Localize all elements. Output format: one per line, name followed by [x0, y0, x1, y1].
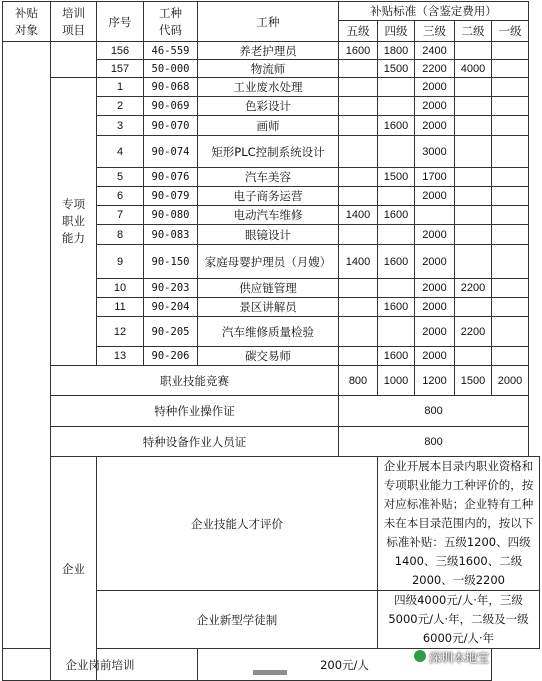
row-code: 90-069 — [144, 97, 198, 116]
row-seq: 11 — [97, 298, 144, 317]
row-code: 90-079 — [144, 187, 198, 206]
row-l2 — [455, 245, 492, 279]
row-job: 矩形PLC控制系统设计 — [198, 136, 339, 168]
wechat-icon — [413, 649, 427, 663]
row-l5: 1400 — [339, 245, 378, 279]
row-l3: 2000 — [415, 347, 455, 366]
row-l4: 1600 — [378, 347, 415, 366]
competition-l2: 1500 — [455, 366, 492, 396]
header-project — [51, 2, 97, 42]
row-l4 — [378, 78, 415, 97]
row-job: 电子商务运营 — [198, 187, 339, 206]
bottom-bar-fragment — [253, 670, 287, 675]
row-seq: 3 — [97, 116, 144, 136]
row-l4: 1500 — [378, 168, 415, 187]
row-l2 — [455, 136, 492, 168]
enterprise-prejob-value: 200元/人 — [320, 657, 369, 672]
header-standard: 补贴标准（含鉴定费用） — [339, 2, 529, 21]
competition-l1: 2000 — [492, 366, 529, 396]
row-l1 — [492, 187, 529, 206]
header-level3: 三级 — [415, 21, 455, 42]
row-code: 90-074 — [144, 136, 198, 168]
row-l2 — [455, 97, 492, 116]
special-ops-label: 特种作业操作证 — [51, 396, 339, 427]
row-l3: 2000 — [415, 279, 455, 298]
row-l4: 1600 — [378, 116, 415, 136]
row-l1 — [492, 279, 529, 298]
row-l5 — [339, 225, 378, 245]
row-l2 — [455, 298, 492, 317]
row-l4: 1600 — [378, 245, 415, 279]
row-l5: 1400 — [339, 206, 378, 225]
row-l4 — [378, 187, 415, 206]
row-l2 — [455, 42, 492, 60]
row-job: 家庭母婴护理员（月嫂） — [198, 245, 339, 279]
row-l1 — [492, 225, 529, 245]
row-l4: 1600 — [378, 206, 415, 225]
row-job: 电动汽车维修 — [198, 206, 339, 225]
row-l1 — [492, 42, 529, 60]
row-l5 — [339, 279, 378, 298]
enterprise-skill-row — [3, 457, 540, 591]
header-level4: 四级 — [378, 21, 415, 42]
row-l5 — [339, 298, 378, 317]
enterprise-target: 企业 — [51, 457, 97, 681]
row-code: 90-204 — [144, 298, 198, 317]
header-project-text: 培训 项目 — [62, 5, 85, 37]
row-l1 — [492, 245, 529, 279]
header-code-text: 工种 代码 — [159, 5, 182, 37]
row-l2: 2200 — [455, 279, 492, 298]
row-l2: 2200 — [455, 317, 492, 347]
row-l4 — [378, 225, 415, 245]
row-l4 — [378, 279, 415, 298]
row-l4 — [378, 317, 415, 347]
row-job: 汽车美容 — [198, 168, 339, 187]
enterprise-skill-label: 企业技能人才评价 — [97, 457, 378, 591]
row-seq: 12 — [97, 317, 144, 347]
row-l2 — [455, 187, 492, 206]
row-code: 46-559 — [144, 42, 198, 60]
row-seq: 9 — [97, 245, 144, 279]
row-code: 90-070 — [144, 116, 198, 136]
special-equipment-label: 特种设备作业人员证 — [51, 427, 339, 457]
enterprise-skill-value: 企业开展本目录内职业资格和专项职业能力工种评价的，按对应标准补贴；企业特有工种未在本目录范围内的，按以下标准补贴：五级1200、四级1400、三级1600、二级2000、一级2200 — [378, 457, 540, 591]
row-l5 — [339, 97, 378, 116]
competition-l4: 1000 — [378, 366, 415, 396]
row-l1 — [492, 78, 529, 97]
row-code: 90-206 — [144, 347, 198, 366]
row-code: 90-203 — [144, 279, 198, 298]
row-l2 — [455, 225, 492, 245]
special-equipment-value: 800 — [339, 427, 529, 457]
row-l3: 2000 — [415, 78, 455, 97]
row-seq: 4 — [97, 136, 144, 168]
row-seq: 8 — [97, 225, 144, 245]
row-l4: 1500 — [378, 60, 415, 78]
row-seq: 5 — [97, 168, 144, 187]
row-l3: 2000 — [415, 187, 455, 206]
row-job: 工业废水处理 — [198, 78, 339, 97]
row-l2 — [455, 206, 492, 225]
special-ops-value: 800 — [339, 396, 529, 427]
row-l1 — [492, 347, 529, 366]
enterprise-apprentice-value: 四级4000元/人·年，三级5000元/人·年，二级及一级6000元/人·年 — [378, 591, 540, 649]
row-job: 供应链管理 — [198, 279, 339, 298]
header-row-1 — [3, 2, 540, 21]
special-ops-row — [3, 396, 540, 427]
subsidy-table — [2, 1, 540, 681]
row-code: 90-076 — [144, 168, 198, 187]
row-job: 物流师 — [198, 60, 339, 78]
enterprise-prejob-value-cell — [198, 649, 492, 681]
row-l2 — [455, 168, 492, 187]
row-job: 汽车维修质量检验 — [198, 317, 339, 347]
row-l3: 1700 — [415, 168, 455, 187]
row-job: 眼镜设计 — [198, 225, 339, 245]
row-l3 — [415, 206, 455, 225]
row-l3: 2400 — [415, 42, 455, 60]
header-target-text: 补贴 对象 — [15, 5, 38, 37]
row-l5 — [339, 78, 378, 97]
row-l3: 2000 — [415, 97, 455, 116]
row-code: 90-205 — [144, 317, 198, 347]
target-blank-cell — [3, 42, 51, 649]
row-seq: 157 — [97, 60, 144, 78]
competition-label: 职业技能竞赛 — [51, 366, 339, 396]
header-target — [3, 2, 51, 42]
row-l2 — [455, 116, 492, 136]
special-project-cell — [51, 78, 97, 366]
row-l5 — [339, 60, 378, 78]
row-l2 — [455, 78, 492, 97]
row-l3: 2200 — [415, 60, 455, 78]
header-job: 工种 — [198, 2, 339, 42]
row-l5 — [339, 187, 378, 206]
row-l1 — [492, 298, 529, 317]
row-l1 — [492, 60, 529, 78]
row-l3: 2000 — [415, 298, 455, 317]
row-code: 90-068 — [144, 78, 198, 97]
row-seq: 2 — [97, 97, 144, 116]
row-l5 — [339, 116, 378, 136]
header-level1: 一级 — [492, 21, 529, 42]
row-l5 — [339, 168, 378, 187]
row-l1 — [492, 206, 529, 225]
header-code — [144, 2, 198, 42]
enterprise-apprentice-label: 企业新型学徒制 — [97, 591, 378, 649]
row-l5 — [339, 136, 378, 168]
row-job: 养老护理员 — [198, 42, 339, 60]
row-l5 — [339, 347, 378, 366]
header-seq: 序号 — [97, 2, 144, 42]
row-l2 — [455, 347, 492, 366]
row-job: 画师 — [198, 116, 339, 136]
row-seq: 1 — [97, 78, 144, 97]
competition-l5: 800 — [339, 366, 378, 396]
row-code: 90-150 — [144, 245, 198, 279]
row-l4: 1800 — [378, 42, 415, 60]
row-code: 50-000 — [144, 60, 198, 78]
table-row — [3, 42, 540, 60]
row-l5 — [339, 317, 378, 347]
row-l3: 2000 — [415, 317, 455, 347]
competition-l3: 1200 — [415, 366, 455, 396]
row-l5: 1600 — [339, 42, 378, 60]
row-l4 — [378, 136, 415, 168]
row-code: 90-080 — [144, 206, 198, 225]
watermark — [413, 649, 489, 666]
row-l3: 2000 — [415, 225, 455, 245]
row-job: 色彩设计 — [198, 97, 339, 116]
project-blank-cell — [51, 42, 97, 78]
header-level5: 五级 — [339, 21, 378, 42]
row-seq: 156 — [97, 42, 144, 60]
row-l2: 4000 — [455, 60, 492, 78]
row-l3: 2000 — [415, 116, 455, 136]
row-l4 — [378, 97, 415, 116]
row-code: 90-083 — [144, 225, 198, 245]
enterprise-prejob-label: 企业岗前培训 — [3, 649, 198, 681]
row-seq: 7 — [97, 206, 144, 225]
enterprise-prejob-row — [3, 649, 540, 681]
row-l3: 2000 — [415, 245, 455, 279]
special-project-text: 专项 职业 能力 — [62, 197, 85, 245]
row-l4: 1600 — [378, 298, 415, 317]
competition-row — [3, 366, 540, 396]
table-row — [3, 78, 540, 97]
row-l1 — [492, 317, 529, 347]
row-l3: 3000 — [415, 136, 455, 168]
row-job: 碳交易师 — [198, 347, 339, 366]
row-job: 景区讲解员 — [198, 298, 339, 317]
row-l1 — [492, 116, 529, 136]
special-equipment-row — [3, 427, 540, 457]
row-l1 — [492, 168, 529, 187]
row-seq: 10 — [97, 279, 144, 298]
row-l1 — [492, 97, 529, 116]
row-seq: 6 — [97, 187, 144, 206]
row-seq: 13 — [97, 347, 144, 366]
row-l1 — [492, 136, 529, 168]
header-level2: 二级 — [455, 21, 492, 42]
watermark-text: 深圳本地宝 — [428, 651, 489, 665]
